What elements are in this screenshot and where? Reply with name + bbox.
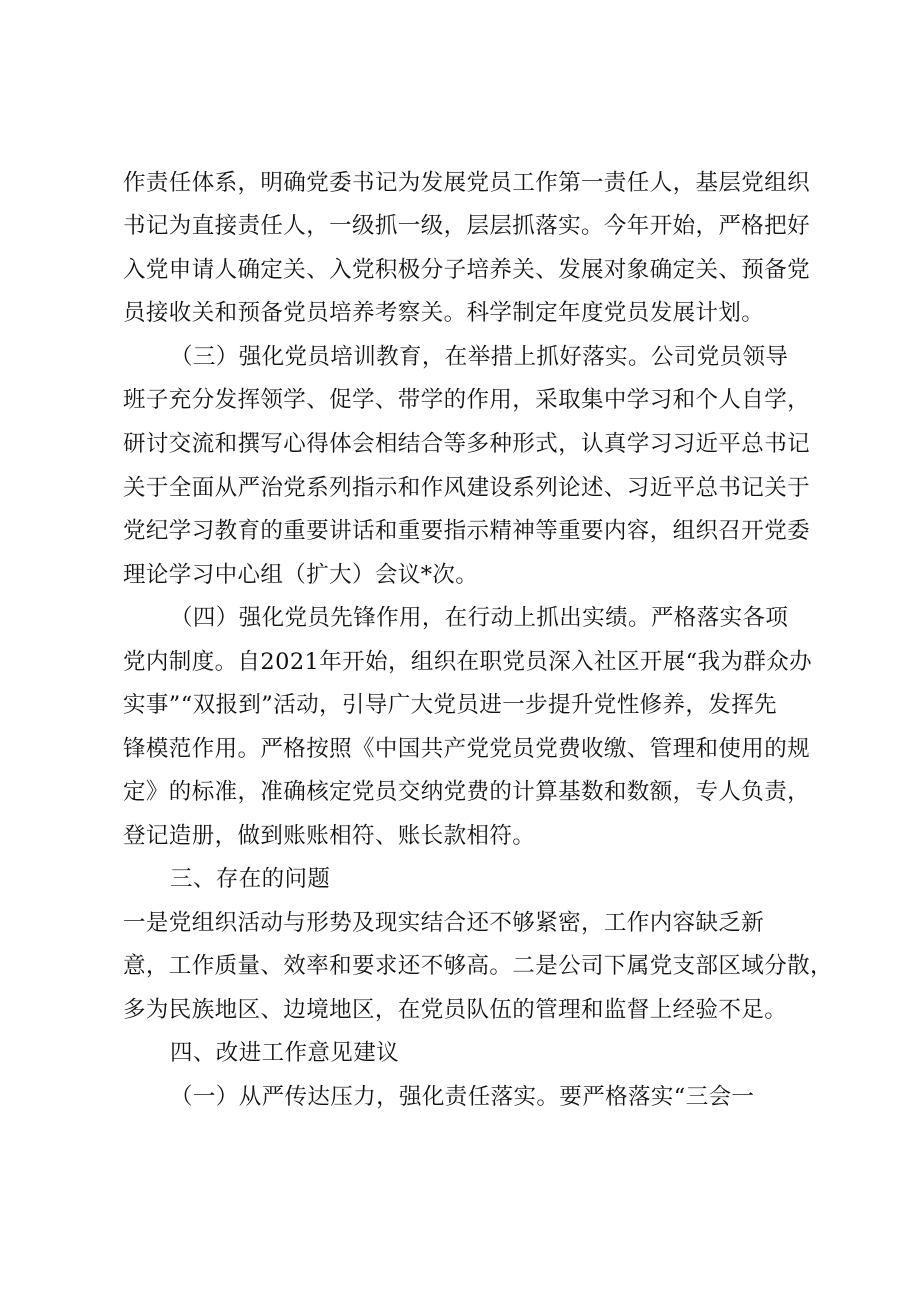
body-text-line: 意，工作质量、效率和要求还不够高。二是公司下属党支部区域分散，	[123, 953, 833, 979]
body-text-line: 班子充分发挥领学、促学、带学的作用，采取集中学习和个人自学，	[123, 387, 811, 413]
body-text-line: 定》的标准，准确核定党员交纳党费的计算基数和数额，专人负责，	[123, 779, 811, 805]
section-paragraph-first-line: （三）强化党员培训教育，在举措上抓好落实。公司党员领导	[170, 344, 789, 370]
body-text-line: 员接收关和预备党员培养考察关。科学制定年度党员发展计划。	[123, 300, 765, 326]
body-text-line: 入党申请人确定关、入党积极分子培养关、发展对象确定关、预备党	[123, 257, 811, 283]
body-text-line: 作责任体系，明确党委书记为发展党员工作第一责任人，基层党组织	[123, 170, 811, 196]
body-text-line: 党纪学习教育的重要讲话和重要指示精神等重要内容，组织召开党委	[123, 518, 811, 544]
body-text-line: 锋模范作用。严格按照《中国共产党党员党费收缴、管理和使用的规	[123, 736, 811, 762]
body-text-line: 党内制度。自2021年开始，组织在职党员深入社区开展“我为群众办	[123, 649, 813, 675]
body-text-line: 研讨交流和撰写心得体会相结合等多种形式，认真学习习近平总书记	[123, 431, 811, 457]
section-heading: 四、改进工作意见建议	[170, 1040, 400, 1066]
body-text-line: 多为民族地区、边境地区，在党员队伍的管理和监督上经验不足。	[123, 997, 788, 1023]
section-paragraph-first-line: （一）从严传达压力，强化责任落实。要严格落实“三会一	[170, 1084, 755, 1110]
section-heading: 三、存在的问题	[170, 866, 331, 892]
body-text-line: 一是党组织活动与形势及现实结合还不够紧密，工作内容缺乏新	[123, 910, 765, 936]
body-text-line: 关于全面从严治党系列指示和作风建设系列论述、习近平总书记关于	[123, 475, 811, 501]
body-text-line: 登记造册，做到账账相符、账长款相符。	[123, 823, 536, 849]
section-paragraph-first-line: （四）强化党员先锋作用，在行动上抓出实绩。严格落实各项	[170, 605, 789, 631]
body-text-line: 书记为直接责任人，一级抓一级，层层抓落实。今年开始，严格把好	[123, 213, 811, 239]
body-text-line: 实事”“双报到”活动，引导广大党员进一步提升党性修养，发挥先	[123, 692, 778, 718]
body-text-line: 理论学习中心组（扩大）会议*次。	[123, 562, 479, 588]
